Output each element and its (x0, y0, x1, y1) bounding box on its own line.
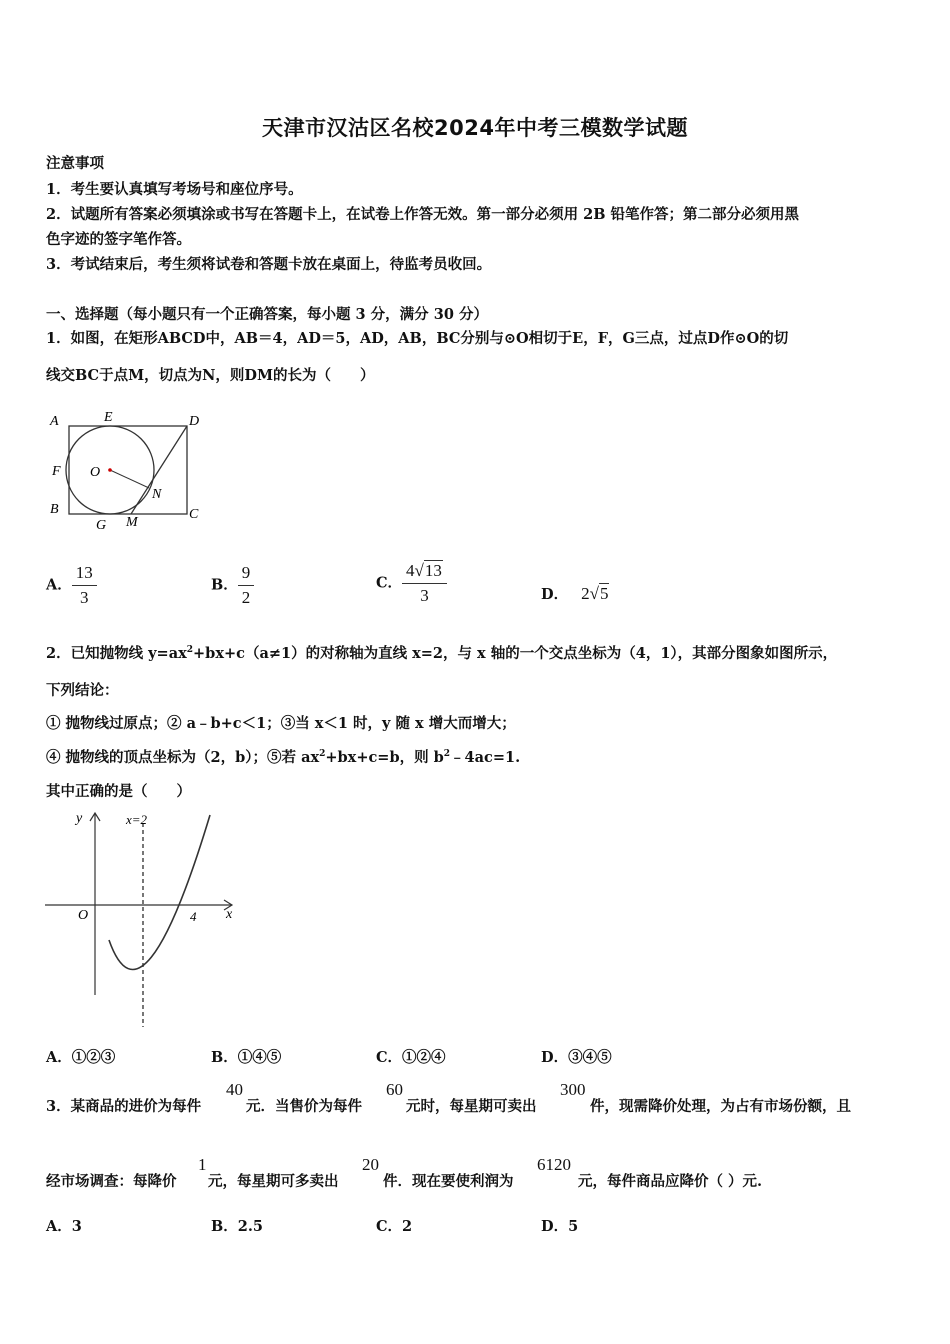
q3-text: 元时，每星期可卖出 (406, 1098, 537, 1115)
q3-text: 元，每星期可多卖出 (208, 1173, 339, 1190)
q1-option-a[interactable] (46, 563, 97, 608)
label-m: M (126, 515, 138, 530)
q3-option-d[interactable]: D．5 (541, 1218, 579, 1235)
fraction (238, 563, 255, 608)
number-300: 300 (560, 1080, 586, 1099)
radical: √13 (414, 561, 442, 580)
label-e: E (104, 410, 113, 425)
label-a: A (50, 414, 59, 429)
option-label: D． (541, 586, 569, 603)
label-c: C (189, 507, 199, 522)
q2-text (46, 746, 520, 767)
root-label: 4 (190, 909, 197, 924)
label-b: B (50, 502, 59, 517)
label-g: G (96, 518, 107, 533)
fraction (402, 561, 447, 606)
q3-text: 元，每件商品应降价（ ）元. (578, 1173, 763, 1190)
numerator: 13 (72, 563, 97, 586)
label-o: O (90, 465, 101, 480)
number-6120: 6120 (537, 1155, 571, 1174)
x-label: x (226, 907, 233, 922)
q1-option-d[interactable] (541, 583, 609, 604)
q1-text: 线交BC于点M，切点为N，则DM的长为（ ） (46, 367, 375, 384)
q3-option-b[interactable]: B．2.5 (211, 1218, 263, 1235)
q1-text: 1．如图，在矩形ABCD中，AB＝4，AD＝5，AD，AB，BC分别与⊙O相切于E，F，G三点，过点D作⊙O的切 (46, 330, 789, 347)
center-point (108, 468, 112, 472)
radical-expression: 2√5 (581, 584, 609, 603)
q3-option-a[interactable]: A．3 (46, 1218, 82, 1235)
numerator: 9 (238, 563, 255, 586)
q3-text: 件．现在要使利润为 (383, 1173, 514, 1190)
number-1: 1 (198, 1155, 207, 1174)
q3-text: 3．某商品的进价为每件 (46, 1098, 202, 1115)
q2-option-d[interactable]: D．③④⑤ (541, 1049, 612, 1066)
superscript: 2 (443, 749, 451, 760)
denominator: 3 (80, 588, 89, 607)
coefficient: 4 (406, 561, 415, 580)
option-label: A． (46, 576, 72, 594)
number-20: 20 (362, 1155, 379, 1174)
notice-heading: 注意事项 (46, 155, 104, 172)
q3-text: 件，现需降价处理，为占有市场份额，且 (590, 1098, 851, 1115)
rectangle-abcd (69, 426, 187, 514)
q2-text: 下列结论： (46, 682, 119, 699)
text-part: ﹣4ac=1. (450, 749, 521, 766)
fraction (72, 563, 97, 608)
option-label: B． (211, 576, 238, 594)
number-60: 60 (386, 1080, 403, 1099)
q3-option-c[interactable]: C．2 (376, 1218, 413, 1235)
number-40: 40 (226, 1080, 243, 1099)
page-title: 天津市汉沽区名校2024年中考三模数学试题 (262, 116, 688, 140)
q2-graph (40, 805, 250, 1035)
q2-text (46, 642, 837, 663)
notice-item: 1．考生要认真填写考场号和座位序号。 (46, 181, 303, 198)
text-part: +bx+c=b，则 b (325, 749, 444, 766)
origin-label: O (78, 908, 89, 923)
radius-on (110, 470, 149, 488)
q3-text: 元．当售价为每件 (246, 1098, 362, 1115)
parabola (109, 815, 210, 969)
text-part: +bx+c（a≠1）的对称轴为直线 x=2，与 x 轴的一个交点坐标为（4，1），其部分图象如图所示， (193, 645, 838, 662)
label-d: D (189, 414, 200, 429)
q2-text: 其中正确的是（ ） (46, 783, 191, 800)
q2-text: ① 抛物线过原点；② a﹣b+c＜1；③当 x＜1 时，y 随 x 增大而增大； (46, 715, 516, 732)
notice-item: 2．试题所有答案必须填涂或书写在答题卡上，在试卷上作答无效。第一部分必须用 2B 铅笔作答；第二部分必须用黑 (46, 206, 800, 223)
q3-text: 经市场调查：每降价 (46, 1173, 177, 1190)
coefficient: 2 (581, 584, 590, 603)
q2-option-c[interactable]: C．①②④ (376, 1049, 446, 1066)
q1-option-b[interactable] (211, 563, 254, 608)
superscript: 2 (186, 645, 194, 656)
q2-option-a[interactable]: A．①②③ (46, 1049, 116, 1066)
denominator: 3 (420, 586, 429, 605)
notice-item: 3．考试结束后，考生须将试卷和答题卡放在桌面上，待监考员收回。 (46, 256, 492, 273)
radicand: 5 (599, 584, 609, 603)
q1-option-c[interactable] (376, 561, 447, 606)
radicand: 13 (424, 561, 442, 580)
y-label: y (76, 811, 83, 826)
label-n: N (152, 487, 162, 502)
section-heading: 一、选择题（每小题只有一个正确答案，每小题 3 分，满分 30 分） (46, 306, 488, 323)
denominator: 2 (241, 588, 251, 607)
option-label: C． (376, 574, 403, 592)
notice-item: 色字迹的签字笔作答。 (46, 231, 191, 248)
label-f: F (52, 464, 61, 479)
text-part: 2．已知抛物线 y=ax (46, 645, 187, 662)
superscript: 2 (319, 749, 326, 760)
q2-option-b[interactable]: B．①④⑤ (211, 1049, 282, 1066)
q1-figure (40, 400, 220, 540)
text-part: ④ 抛物线的顶点坐标为（2，b）；⑤若 ax (46, 749, 320, 766)
axis-of-symmetry-label: x=2 (126, 812, 148, 827)
numerator (402, 561, 447, 584)
